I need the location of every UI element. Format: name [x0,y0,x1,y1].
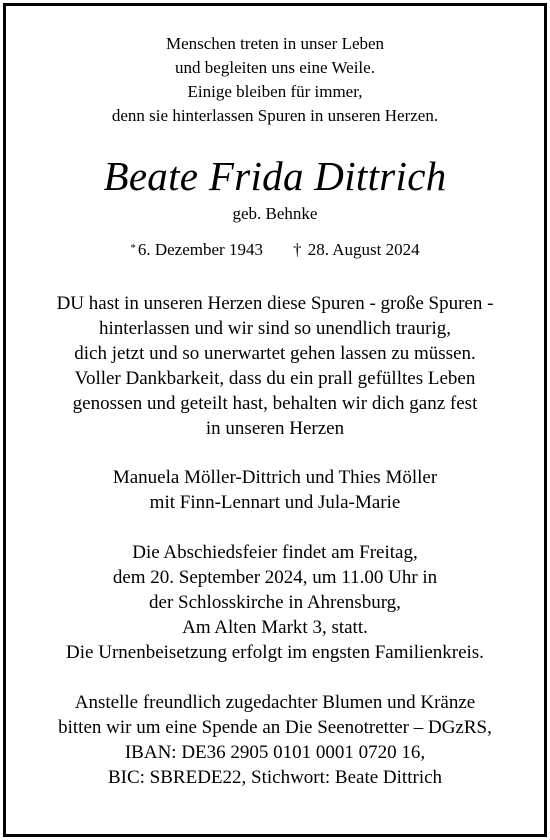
donation-line: bitten wir um eine Spende an Die Seenotretter – DGzRS, [58,717,492,738]
message-line: genossen und geteilt hast, behalten wir dich ganz fest [72,393,478,414]
donation-request [6,690,544,790]
message-line: DU hast in unseren Herzen diese Spuren - große Spuren - [56,293,494,314]
birth-date: 6. Dezember 1943 [137,240,263,259]
death-cross-symbol: † [292,240,302,259]
family-line: Manuela Möller-Dittrich und Thies Möller [112,467,438,488]
deceased-name: Beate Frida Dittrich [103,153,447,199]
donation-line: BIC: SBREDE22, Stichwort: Beate Dittrich [107,767,443,788]
motto-line: denn sie hinterlassen Spuren in unseren Herzen. [111,106,439,125]
motto-line: und begleiten uns eine Weile. [175,58,375,77]
birth-date-group [130,240,263,259]
life-dates [6,237,544,261]
obituary-notice [6,32,544,790]
motto-line: Menschen treten in unser Leben [165,34,385,53]
message-line: dich jetzt und so unerwartet gehen lassen zu müssen. [74,343,476,364]
death-date-group [293,240,420,259]
family-line: mit Finn-Lennart und Jula-Marie [149,492,401,513]
motto-verse [6,32,544,128]
ceremony-line: der Schlosskirche in Ahrensburg, [149,592,401,613]
ceremony-line: dem 20. September 2024, um 11.00 Uhr in [112,567,438,588]
message-line: Voller Dankbarkeit, dass du ein prall gefülltes Leben [74,368,476,389]
farewell-message [6,291,544,441]
message-line: hinterlassen und wir sind so unendlich traurig, [99,318,451,339]
death-date: 28. August 2024 [307,240,420,259]
motto-line: Einige bleiben für immer, [187,82,363,101]
donation-line: IBAN: DE36 2905 0101 0001 0720 16, [124,742,426,763]
donation-line: Anstelle freundlich zugedachter Blumen und Kränze [74,692,476,713]
ceremony-line: Die Abschiedsfeier findet am Freitag, [132,542,418,563]
birth-name: geb. Behnke [232,204,318,223]
family-signature [6,465,544,515]
message-line: in unseren Herzen [205,418,345,439]
ceremony-details [6,540,544,665]
birth-star-symbol: * [130,242,136,254]
ceremony-line: Am Alten Markt 3, statt. [182,617,368,638]
ceremony-line: Die Urnenbeisetzung erfolgt im engsten Familienkreis. [66,642,484,663]
